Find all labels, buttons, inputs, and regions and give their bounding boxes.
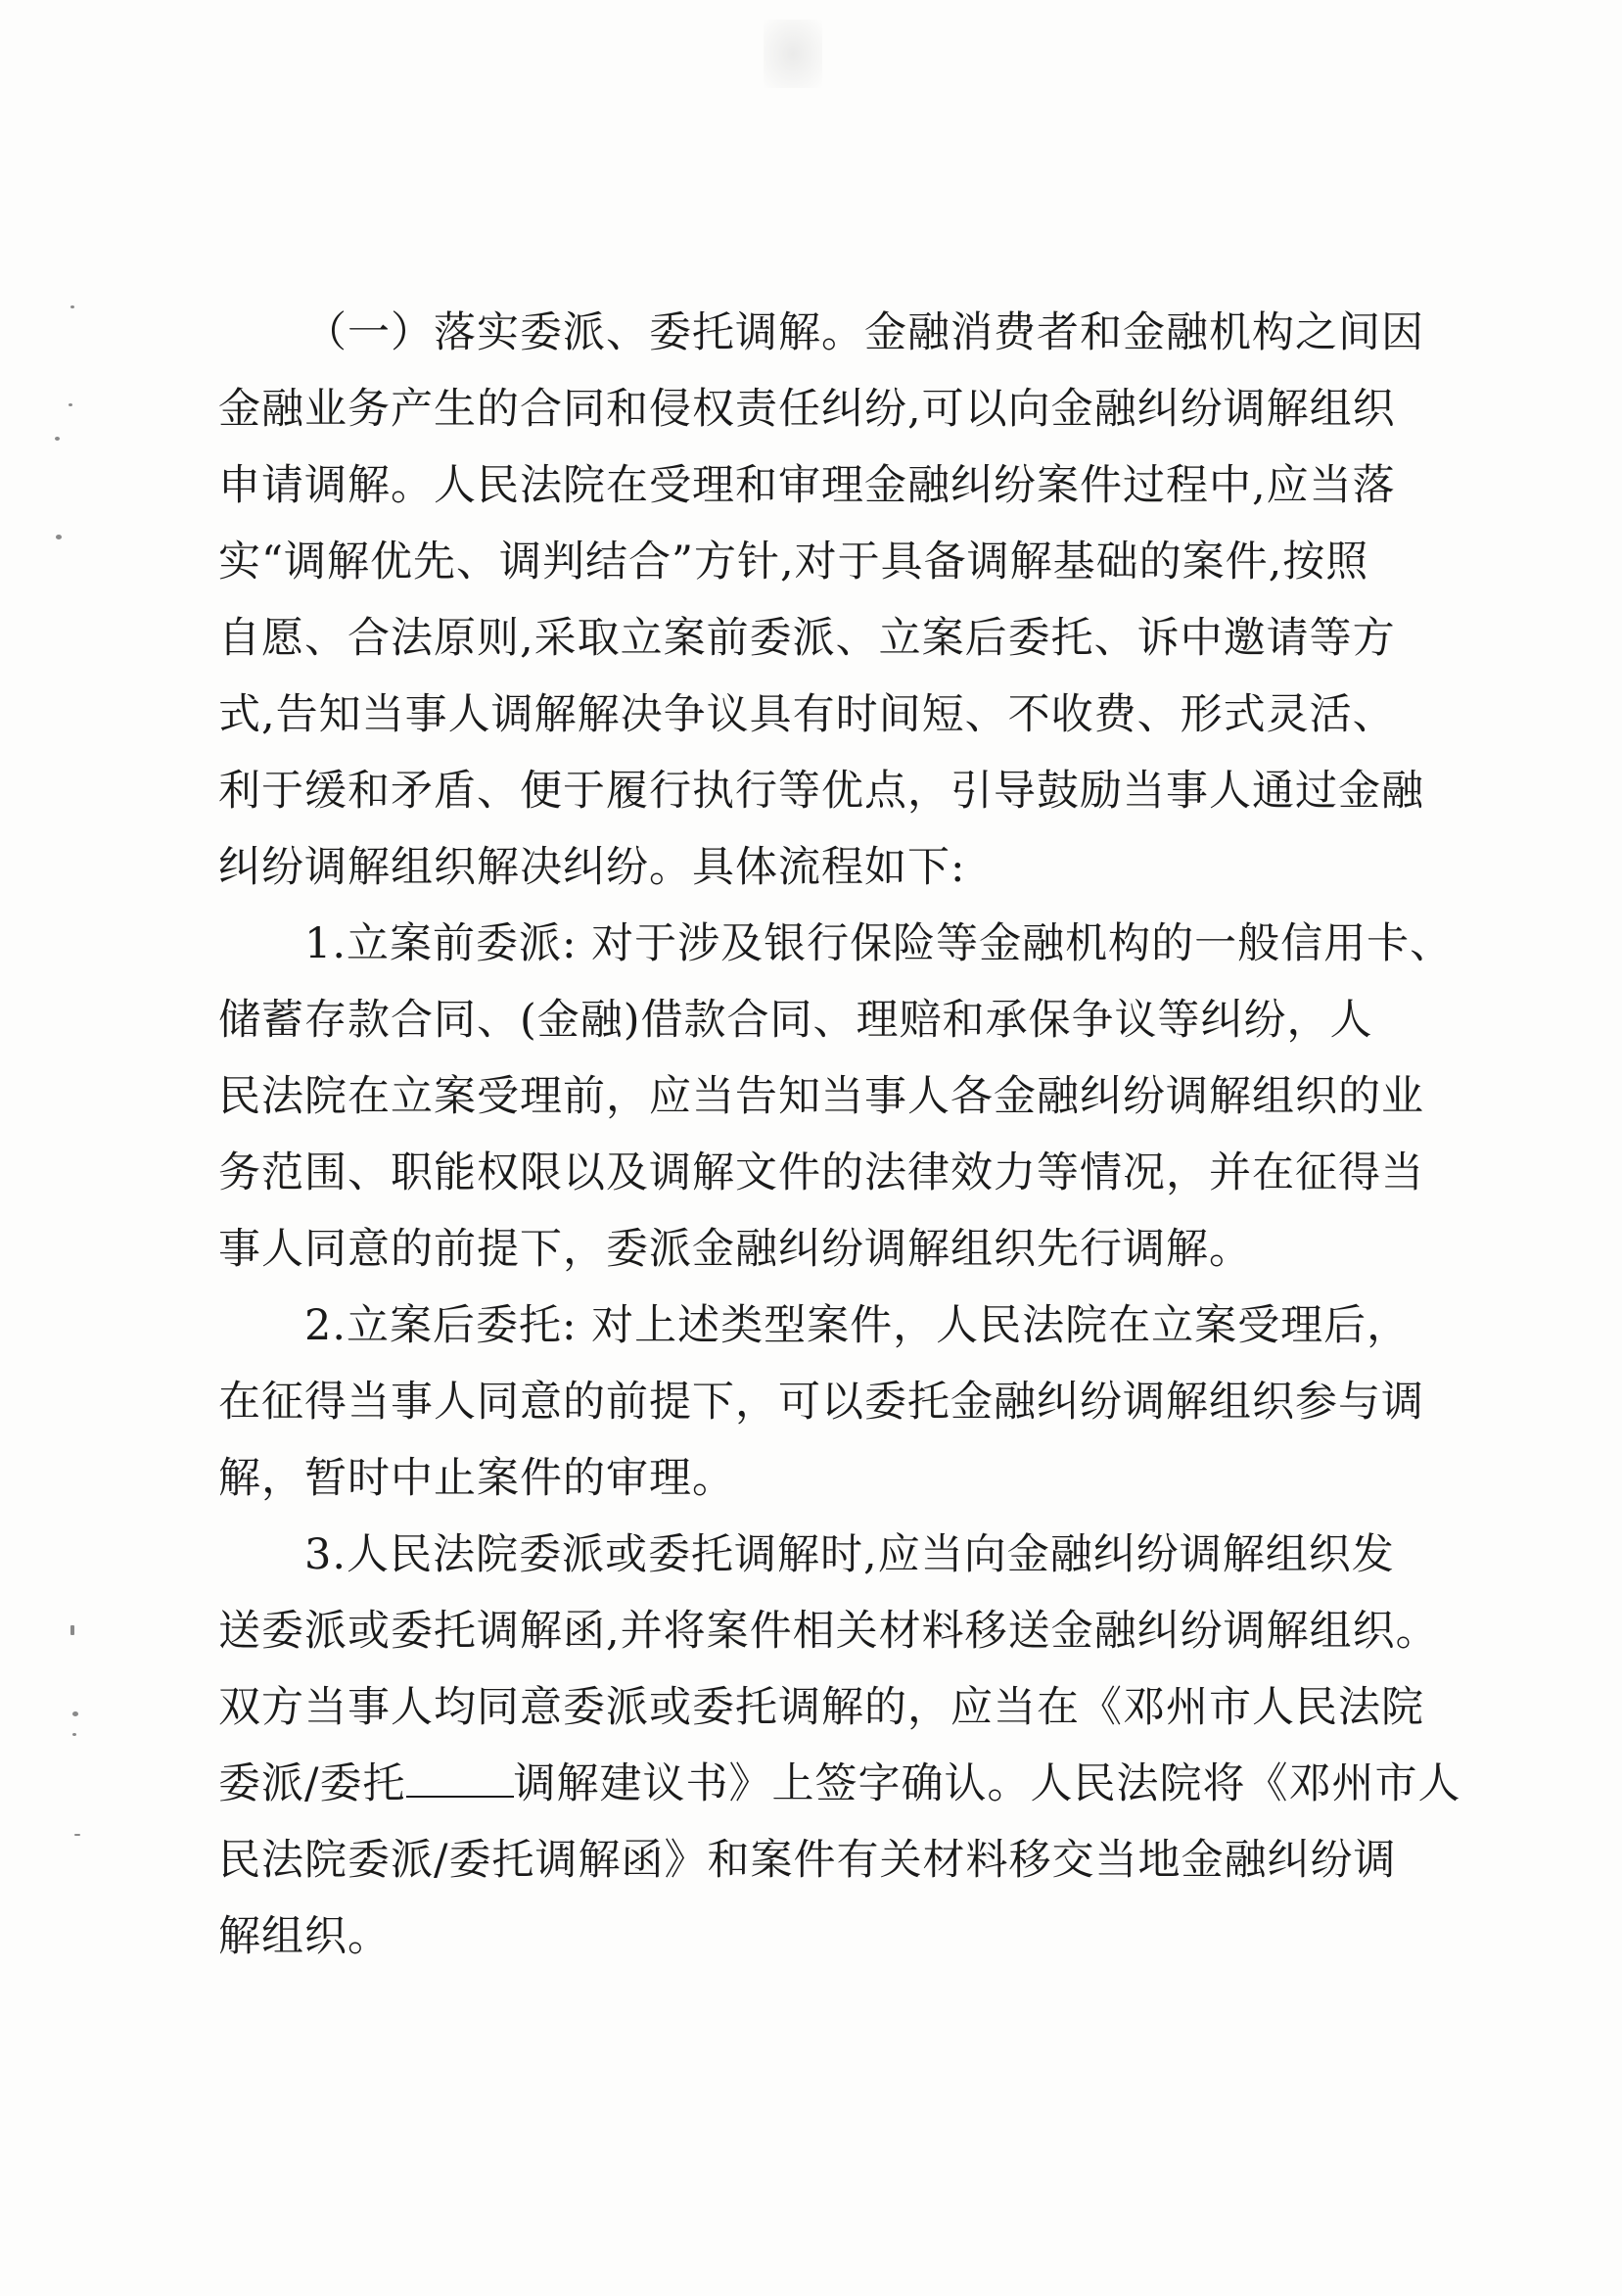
scan-smudge <box>764 20 822 88</box>
paragraph-2-line-4: 务范围、职能权限以及调解文件的法律效力等情况，并在征得当 <box>218 1148 1424 1197</box>
paragraph-4-line-6: 解组织。 <box>218 1912 391 1961</box>
paragraph-2-line-2: 储蓄存款合同、(金融)借款合同、理赔和承保争议等纠纷，人 <box>218 996 1373 1045</box>
paragraph-1-line-4: 实“调解优先、调判结合”方针,对于具备调解基础的案件,按照 <box>218 538 1369 586</box>
paragraph-3-line-3: 解，暂时中止案件的审理。 <box>218 1454 735 1503</box>
scan-speck <box>72 1711 78 1716</box>
paragraph-4-line-1: 3.人民法院委派或委托调解时,应当向金融纠纷调解组织发 <box>304 1530 1395 1579</box>
paragraph-3-line-2: 在征得当事人同意的前提下，可以委托金融纠纷调解组织参与调 <box>218 1378 1424 1427</box>
paragraph-3-line-1: 2.立案后委托: 对上述类型案件，人民法院在立案受理后， <box>304 1301 1411 1350</box>
scan-speck <box>74 1834 80 1836</box>
paragraph-2-line-1: 1.立案前委派: 对于涉及银行保险等金融机构的一般信用卡、 <box>304 919 1454 968</box>
line-text-before-blank: 委派/委托 <box>218 1759 406 1808</box>
paragraph-4-line-4 <box>218 1755 1461 1813</box>
scan-speck <box>72 1733 76 1736</box>
paragraph-2-line-5: 事人同意的前提下，委派金融纠纷调解组织先行调解。 <box>218 1225 1252 1274</box>
scan-speck <box>69 403 72 406</box>
paragraph-1-line-8: 纠纷调解组织解决纠纷。具体流程如下: <box>218 843 966 892</box>
paragraph-1-line-5: 自愿、合法原则,采取立案前委派、立案后委托、诉中邀请等方 <box>218 614 1396 663</box>
paragraph-4-line-3: 双方当事人均同意委派或委托调解的，应当在《邓州市人民法院 <box>218 1683 1424 1732</box>
paragraph-1-line-3: 申请调解。人民法院在受理和审理金融纠纷案件过程中,应当落 <box>218 461 1396 510</box>
fill-in-blank <box>406 1758 514 1798</box>
scan-speck <box>70 1625 74 1635</box>
scan-speck <box>70 305 74 308</box>
paragraph-4-line-5: 民法院委派/委托调解函》和案件有关材料移交当地金融纠纷调 <box>218 1836 1397 1885</box>
scan-speck <box>56 535 62 539</box>
paragraph-4-line-2: 送委派或委托调解函,并将案件相关材料移送金融纠纷调解组织。 <box>218 1607 1439 1656</box>
paragraph-1-line-7: 利于缓和矛盾、便于履行执行等优点，引导鼓励当事人通过金融 <box>218 767 1424 816</box>
paragraph-1-line-6: 式,告知当事人调解解决争议具有时间短、不收费、形式灵活、 <box>218 690 1396 739</box>
paragraph-2-line-3: 民法院在立案受理前，应当告知当事人各金融纠纷调解组织的业 <box>218 1072 1424 1121</box>
paragraph-1-line-1: （一）落实委派、委托调解。金融消费者和金融机构之间因 <box>304 308 1424 357</box>
line-text-after-blank: 调解建议书》上签字确认。人民法院将《邓州市人 <box>513 1759 1461 1808</box>
scan-speck <box>55 437 60 441</box>
paragraph-1-line-2: 金融业务产生的合同和侵权责任纠纷,可以向金融纠纷调解组织 <box>218 385 1396 434</box>
